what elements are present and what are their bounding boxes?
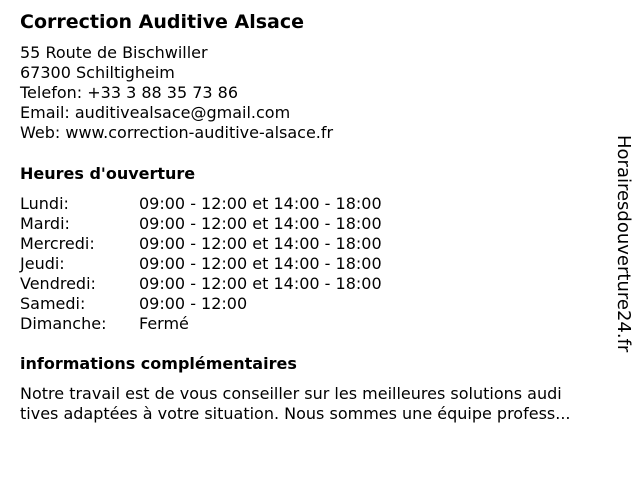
additional-info-heading: informations complémentaires xyxy=(20,354,297,373)
day-label: Vendredi: xyxy=(20,274,96,293)
time-value: 09:00 - 12:00 et 14:00 - 18:00 xyxy=(139,194,382,213)
day-label: Mercredi: xyxy=(20,234,95,253)
address-city: 67300 Schiltigheim xyxy=(20,63,175,82)
time-value: 09:00 - 12:00 et 14:00 - 18:00 xyxy=(139,234,382,253)
address-street: 55 Route de Bischwiller xyxy=(20,43,208,62)
day-label: Lundi: xyxy=(20,194,69,213)
day-label: Mardi: xyxy=(20,214,70,233)
time-value: 09:00 - 12:00 xyxy=(139,294,248,313)
contact-block xyxy=(20,43,333,143)
website-line: Web: www.correction-auditive-alsace.fr xyxy=(20,123,334,142)
day-label: Samedi: xyxy=(20,294,86,313)
description-line: Notre travail est de vous conseiller sur les meilleures solutions audi xyxy=(20,384,562,403)
business-name: Correction Auditive Alsace xyxy=(20,11,304,33)
description-line: tives adaptées à votre situation. Nous sommes une équipe profess... xyxy=(20,404,571,423)
day-label: Jeudi: xyxy=(20,254,65,273)
site-watermark: Horairesdouverture24.fr xyxy=(613,135,634,353)
time-value: Fermé xyxy=(139,314,189,333)
day-label: Dimanche: xyxy=(20,314,107,333)
time-value: 09:00 - 12:00 et 14:00 - 18:00 xyxy=(139,254,382,273)
time-value: 09:00 - 12:00 et 14:00 - 18:00 xyxy=(139,214,382,233)
description-text xyxy=(20,384,620,424)
phone-line: Telefon: +33 3 88 35 73 86 xyxy=(20,83,239,102)
email-line: Email: auditivealsace@gmail.com xyxy=(20,103,291,122)
time-value: 09:00 - 12:00 et 14:00 - 18:00 xyxy=(139,274,382,293)
opening-hours-heading: Heures d'ouverture xyxy=(20,164,196,183)
